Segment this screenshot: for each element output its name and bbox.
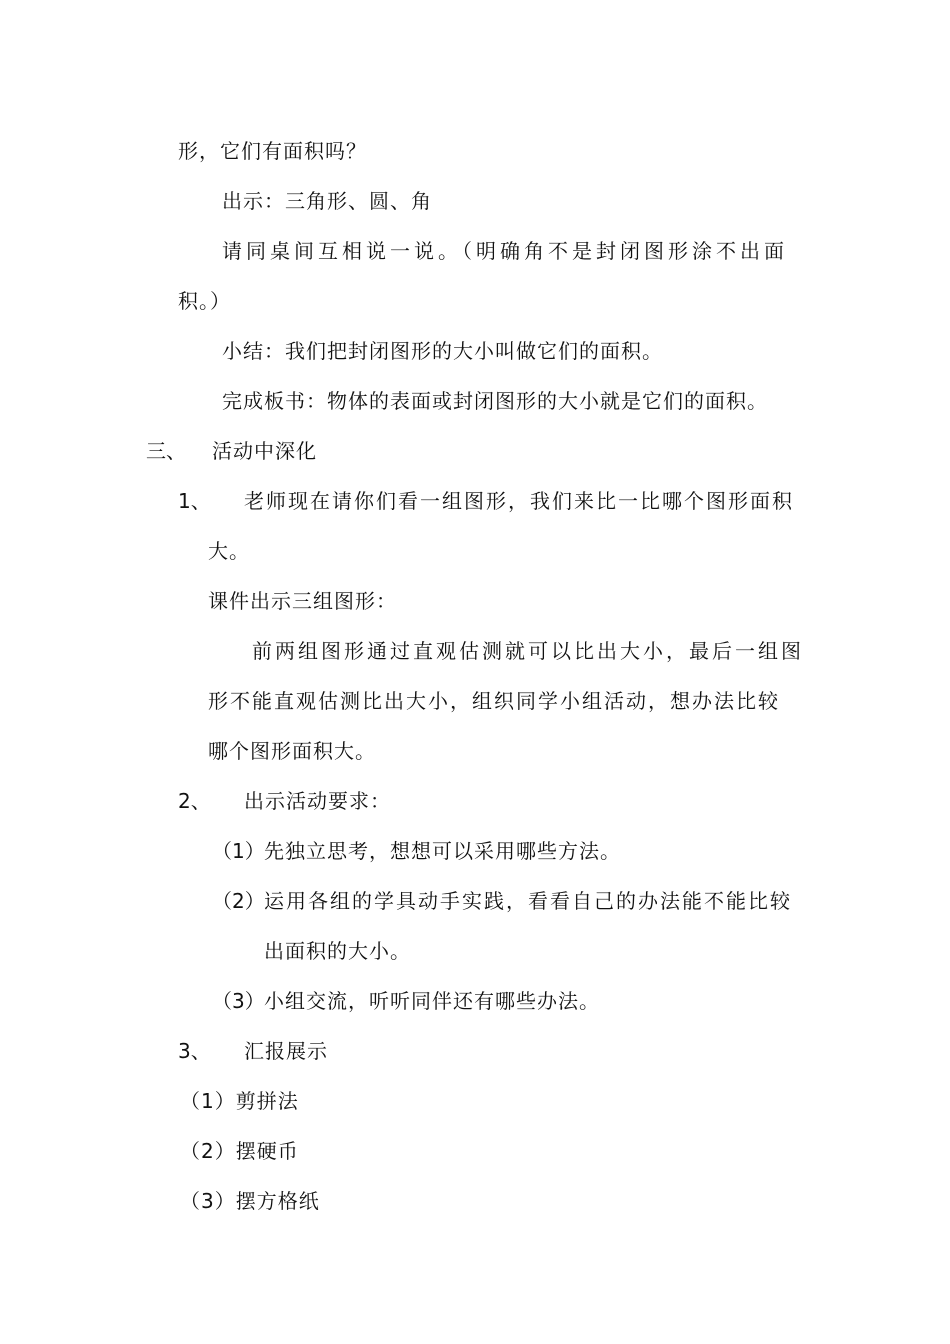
text-line: 课件出示三组图形： (208, 589, 397, 613)
item-number: 2、 (178, 789, 211, 813)
item-number: 1、 (178, 489, 211, 513)
requirement-number: （2） (212, 889, 265, 913)
requirement-number: （3） (212, 989, 265, 1013)
method-item: （3）摆方格纸 (180, 1189, 320, 1213)
item-number: 3、 (178, 1039, 211, 1063)
text-line: 大。 (208, 539, 250, 563)
text-line: 形，它们有面积吗？ (178, 139, 367, 163)
text-line: 前两组图形通过直观估测就可以比出大小，最后一组图 (252, 639, 804, 663)
text-line: 小组交流，听听同伴还有哪些办法。 (264, 989, 600, 1013)
text-line: 运用各组的学具动手实践，看看自己的办法能不能比较 (264, 889, 792, 913)
text-line: 出示活动要求： (244, 789, 391, 813)
section-title: 活动中深化 (212, 439, 317, 463)
method-item: （2）摆硬币 (180, 1139, 299, 1163)
text-line: 出面积的大小。 (264, 939, 411, 963)
text-line: 完成板书：物体的表面或封闭图形的大小就是它们的面积。 (222, 389, 768, 413)
text-line: 出示：三角形、圆、角 (222, 189, 432, 213)
text-line: 先独立思考，想想可以采用哪些方法。 (264, 839, 621, 863)
text-line: 汇报展示 (244, 1039, 328, 1063)
requirement-number: （1） (212, 839, 265, 863)
text-line: 形不能直观估测比出大小，组织同学小组活动，想办法比较 (208, 689, 780, 713)
text-line: 小结：我们把封闭图形的大小叫做它们的面积。 (222, 339, 663, 363)
section-number: 三、 (146, 439, 186, 463)
method-item: （1）剪拼法 (180, 1089, 299, 1113)
text-line: 老师现在请你们看一组图形，我们来比一比哪个图形面积 (244, 489, 794, 513)
text-line: 积。） (178, 289, 231, 313)
text-line: 哪个图形面积大。 (208, 739, 376, 763)
text-line: 请同桌间互相说一说。（明确角不是封闭图形涂不出面 (222, 239, 788, 263)
